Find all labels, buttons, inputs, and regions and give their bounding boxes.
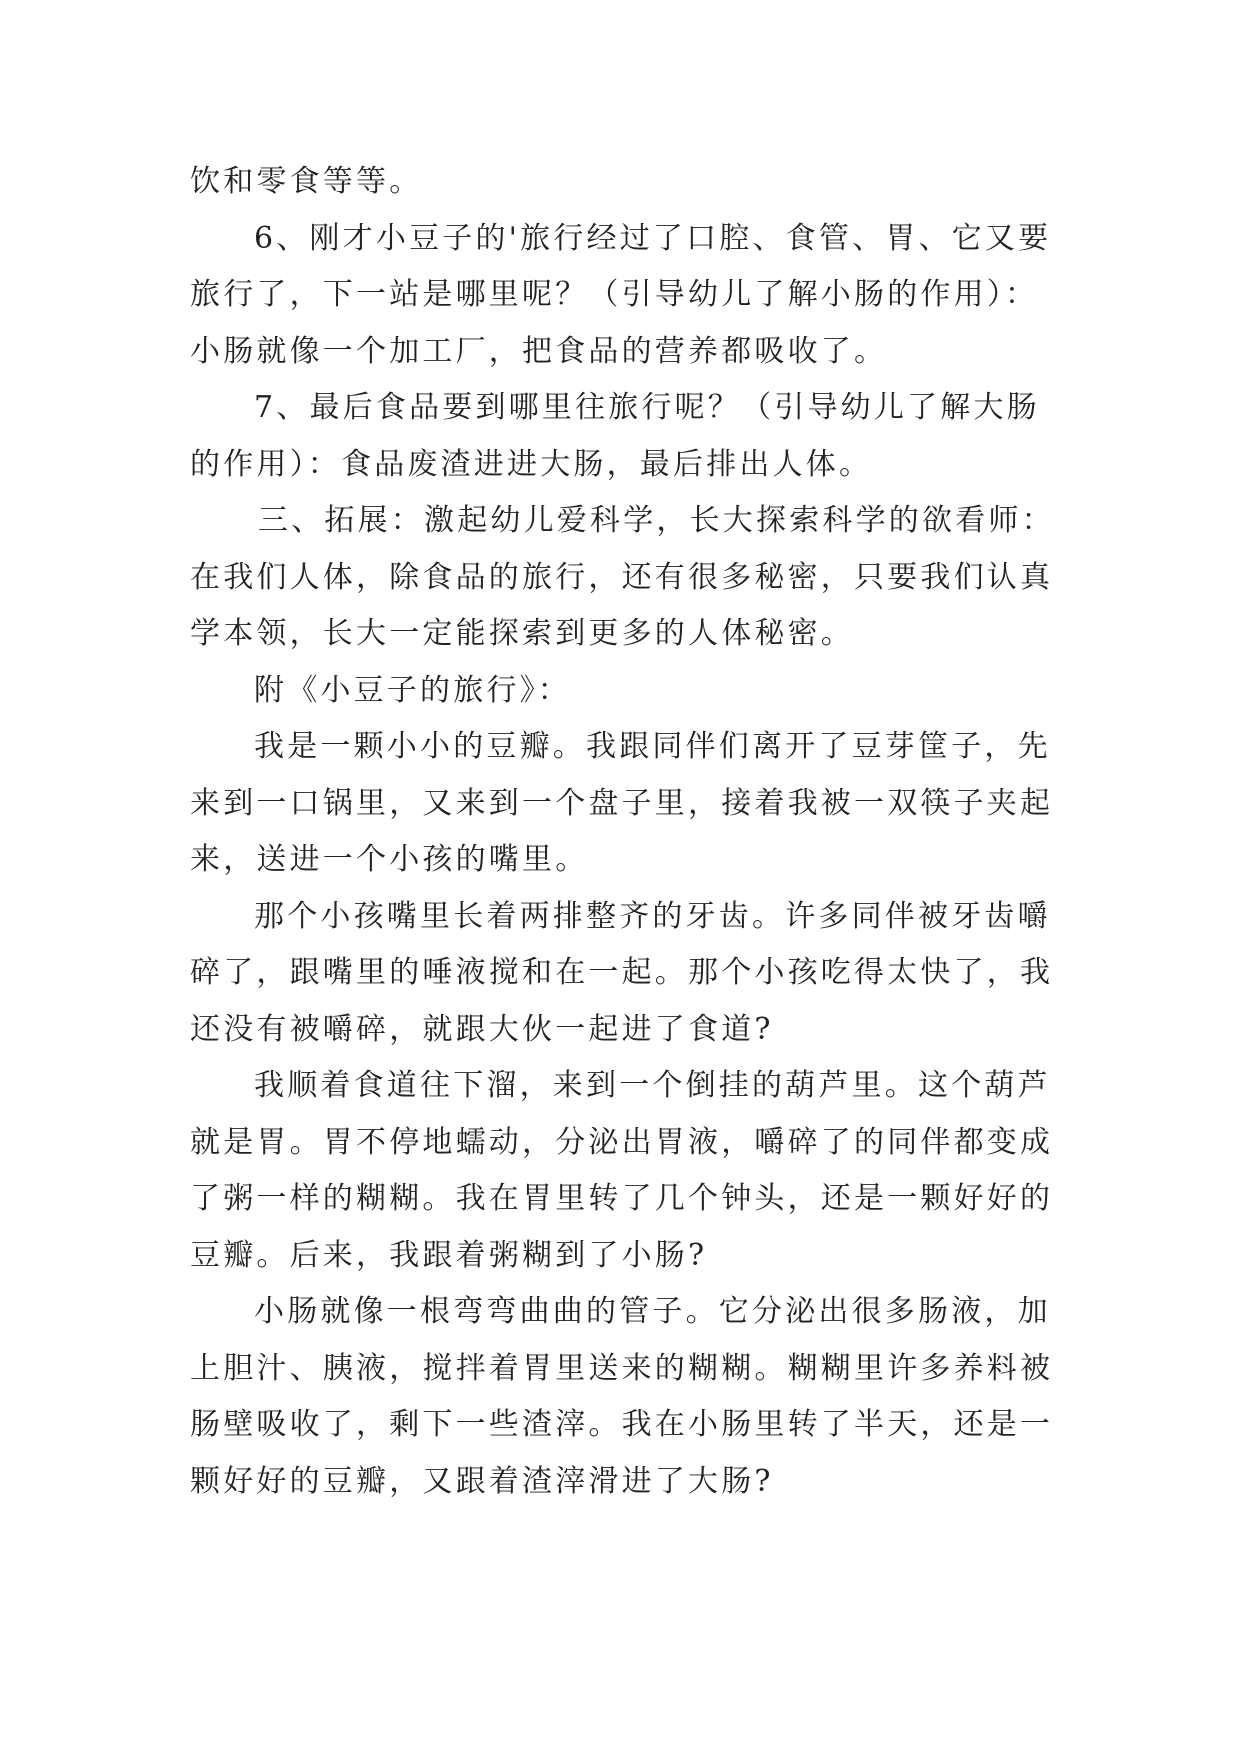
text-line: 饮和零食等等。 bbox=[190, 164, 423, 199]
text-line: 来到一口锅里，又来到一个盘子里，接着我被一双筷子夹起 bbox=[190, 785, 1054, 821]
text-line: 三、拓展：激起幼儿爱科学，长大探索科学的欲看师： bbox=[258, 503, 1055, 538]
text-line: 了粥一样的糊糊。我在胃里转了几个钟头，还是一颗好好的 bbox=[190, 1181, 1054, 1216]
text-line: 在我们人体，除食品的旅行，还有很多秘密，只要我们认真 bbox=[190, 559, 1054, 595]
text-line: 那个小孩嘴里长着两排整齐的牙齿。许多同伴被牙齿嚼 bbox=[254, 898, 1051, 934]
text-line: 小肠就像一根弯弯曲曲的管子。它分泌出很多肠液，加 bbox=[254, 1294, 1051, 1329]
text-line: 学本领，长大一定能探索到更多的人体秘密。 bbox=[190, 616, 854, 651]
text-line: 上胆汁、胰液，搅拌着胃里送来的糊糊。糊糊里许多养料被 bbox=[190, 1350, 1054, 1386]
text-line: 附《小豆子的旅行》： bbox=[254, 672, 571, 708]
text-line: 肠壁吸收了，剩下一些渣滓。我在小肠里转了半天，还是一 bbox=[190, 1407, 1054, 1442]
text-line: 豆瓣。后来，我跟着粥糊到了小肠? bbox=[190, 1237, 708, 1273]
text-line: 我是一颗小小的豆瓣。我跟同伴们离开了豆芽筐子，先 bbox=[254, 729, 1051, 764]
text-line: 7、最后食品要到哪里往旅行呢？（引导幼儿了解大肠 bbox=[254, 390, 1040, 425]
text-line: 小肠就像一个加工厂，把食品的营养都吸收了。 bbox=[190, 333, 888, 369]
text-line: 还没有被嚼碎，就跟大伙一起进了食道? bbox=[190, 1011, 774, 1047]
text-line: 6、刚才小豆子的'旅行经过了口腔、食管、胃、它又要 bbox=[254, 220, 1052, 256]
text-line: 的作用）：食品废渣进进大肠，最后排出人体。 bbox=[190, 446, 873, 482]
text-line: 来，送进一个小孩的嘴里。 bbox=[190, 842, 589, 877]
text-line: 颗好好的豆瓣，又跟着渣滓滑进了大肠? bbox=[190, 1463, 774, 1499]
text-line: 就是胃。胃不停地蠕动，分泌出胃液，嚼碎了的同伴都变成 bbox=[190, 1124, 1054, 1160]
text-line: 旅行了，下一站是哪里呢？（引导幼儿了解小肠的作用）： bbox=[190, 277, 1039, 312]
document-body bbox=[190, 154, 1060, 1510]
text-line: 我顺着食道往下溜，来到一个倒挂的葫芦里。这个葫芦 bbox=[254, 1068, 1051, 1103]
text-line: 碎了，跟嘴里的唾液搅和在一起。那个小孩吃得太快了，我 bbox=[190, 955, 1054, 990]
